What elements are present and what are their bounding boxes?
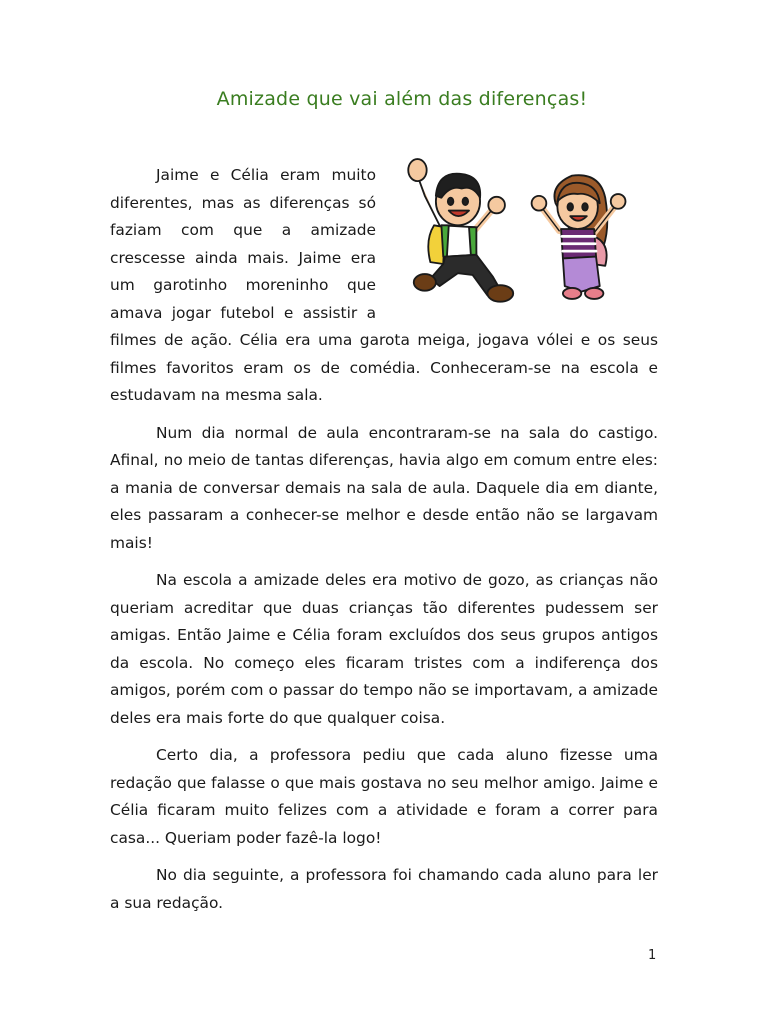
document-title: Amizade que vai além das diferenças! [216, 88, 588, 110]
boy-figure [408, 159, 513, 302]
document-body [110, 162, 658, 927]
jumping-kids-illustration [386, 148, 668, 310]
paragraph-2: Num dia normal de aula encontraram-se na sala do castigo. Afinal, no meio de tantas diferenças, havia algo em comum entre eles: a mania de conversar demais na sala de aula. Daquele dia em diante, eles passaram a conhecer-se melhor e desde então não se largavam mais! [110, 423, 658, 552]
girl-figure [532, 175, 626, 299]
paragraph-3: Na escola a amizade deles era motivo de gozo, as crianças não queriam acreditar que duas crianças tão diferentes pudessem ser amigas. Então Jaime e Célia foram excluídos dos seus grupos antigos da escola. No começo eles ficaram tristes com a indiferença dos amigos, porém com o passar do tempo não se importavam, a amizade deles era mais forte do que qualquer coisa. [110, 571, 658, 727]
paragraph-4: Certo dia, a professora pediu que cada aluno fizesse uma redação que falasse o que mais gostava no seu melhor amigo. Jaime e Célia ficaram muito felizes com a atividade e foram a correr para casa... Queriam poder fazê-la logo! [110, 746, 658, 847]
paragraph-1: Jaime e Célia eram muito diferentes, mas as diferenças só faziam com que a amizade crescesse ainda mais. Jaime era um garotinho moreninho que amava jogar futebol e assistir a filmes de ação. Célia era uma garota meiga, jogava vólei e os seus filmes favoritos eram os de comédia. Conheceram-se na escola e estudavam na mesma sala. [110, 166, 658, 404]
page-number: 1 [648, 948, 657, 963]
paragraph-5: No dia seguinte, a professora foi chamando cada aluno para ler a sua redação. [110, 866, 658, 912]
